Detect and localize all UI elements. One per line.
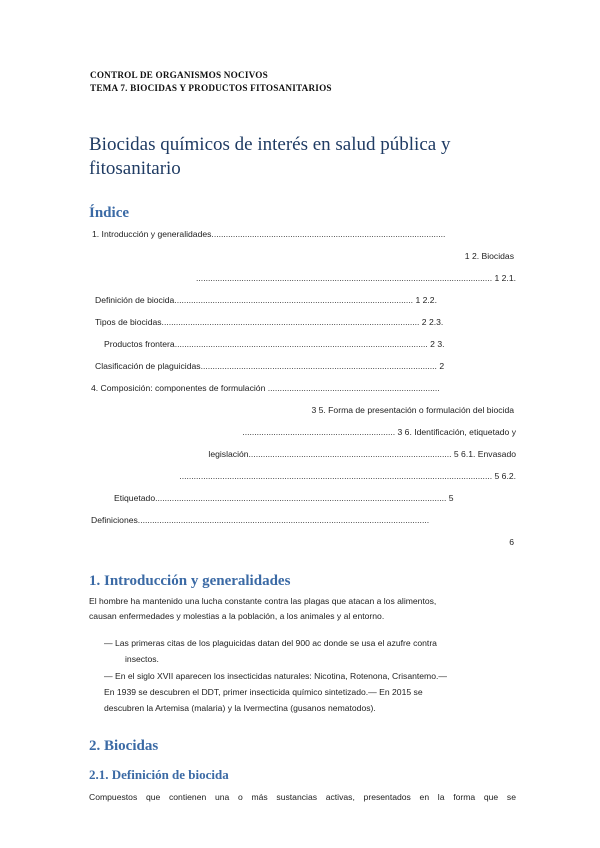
- toc-line[interactable]: ................................................................................................................................... 5 6.2.: [179, 471, 516, 481]
- toc-line[interactable]: 1. Introducción y generalidades..................................................................................................: [92, 229, 446, 239]
- toc-line[interactable]: Definiciones..........................................................................................................................: [91, 515, 430, 525]
- running-header-topic: TEMA 7. BIOCIDAS Y PRODUCTOS FITOSANITARIOS: [90, 83, 332, 93]
- toc-line[interactable]: Tipos de biocidas............................................................................................................ 2 2.3.: [95, 317, 444, 327]
- toc-line[interactable]: 6: [509, 537, 514, 547]
- running-header-subject: CONTROL DE ORGANISMOS NOCIVOS: [90, 70, 268, 80]
- section-2-1-paragraph: Compuestos que contienen una o más sustancias activas, presentados en la forma que se: [89, 792, 516, 802]
- toc-line[interactable]: 3 5. Forma de presentación o formulación del biocida: [311, 405, 514, 415]
- toc-line[interactable]: Productos frontera.......................................................................................................... 2 3.: [104, 339, 445, 349]
- bullet-line: descubren la Artemisa (malaria) y la Ivermectina (gusanos nematodos).: [104, 703, 376, 713]
- toc-line[interactable]: ................................................................ 3 6. Identificación, etiquetado y: [242, 427, 516, 437]
- section-1-paragraph-line: El hombre ha mantenido una lucha constante contra las plagas que atacan a los alimentos,: [89, 596, 437, 606]
- section-2-1-heading: 2.1. Definición de biocida: [89, 767, 229, 782]
- document-title: Biocidas químicos de interés en salud pública y fitosanitario: [89, 134, 451, 179]
- index-heading: Índice: [89, 205, 130, 221]
- toc-line[interactable]: Clasificación de plaguicidas................................................................................................... 2: [95, 361, 445, 371]
- section-2-heading: 2. Biocidas: [89, 738, 159, 754]
- section-1-heading: 1. Introducción y generalidades: [89, 573, 291, 589]
- bullet-line: insectos.: [125, 654, 159, 664]
- bullet-line: En 1939 se descubren el DDT, primer insecticida químico sintetizado.— En 2015 se: [104, 687, 423, 697]
- bullet-line: — Las primeras citas de los plaguicidas datan del 900 ac donde se usa el azufre contra: [104, 638, 437, 648]
- bullet-line: — En el siglo XVII aparecen los insecticidas naturales: Nicotina, Rotenona, Crisantemo.—: [104, 671, 447, 681]
- toc-line[interactable]: Etiquetado.......................................................................................................................... 5: [114, 493, 454, 503]
- toc-line[interactable]: 4. Composición: componentes de formulación ........................................................................: [91, 383, 440, 393]
- toc-line[interactable]: 1 2. Biocidas: [464, 251, 514, 261]
- toc-line[interactable]: ............................................................................................................................ 1 2.1.: [196, 273, 516, 283]
- toc-line[interactable]: Definición de biocida.................................................................................................... 1 2.2.: [95, 295, 437, 305]
- toc-line[interactable]: legislación..................................................................................... 5 6.1. Envasado: [208, 449, 516, 459]
- section-1-paragraph-line: causan enfermedades y molestias a la población, a los animales y al entorno.: [89, 611, 385, 621]
